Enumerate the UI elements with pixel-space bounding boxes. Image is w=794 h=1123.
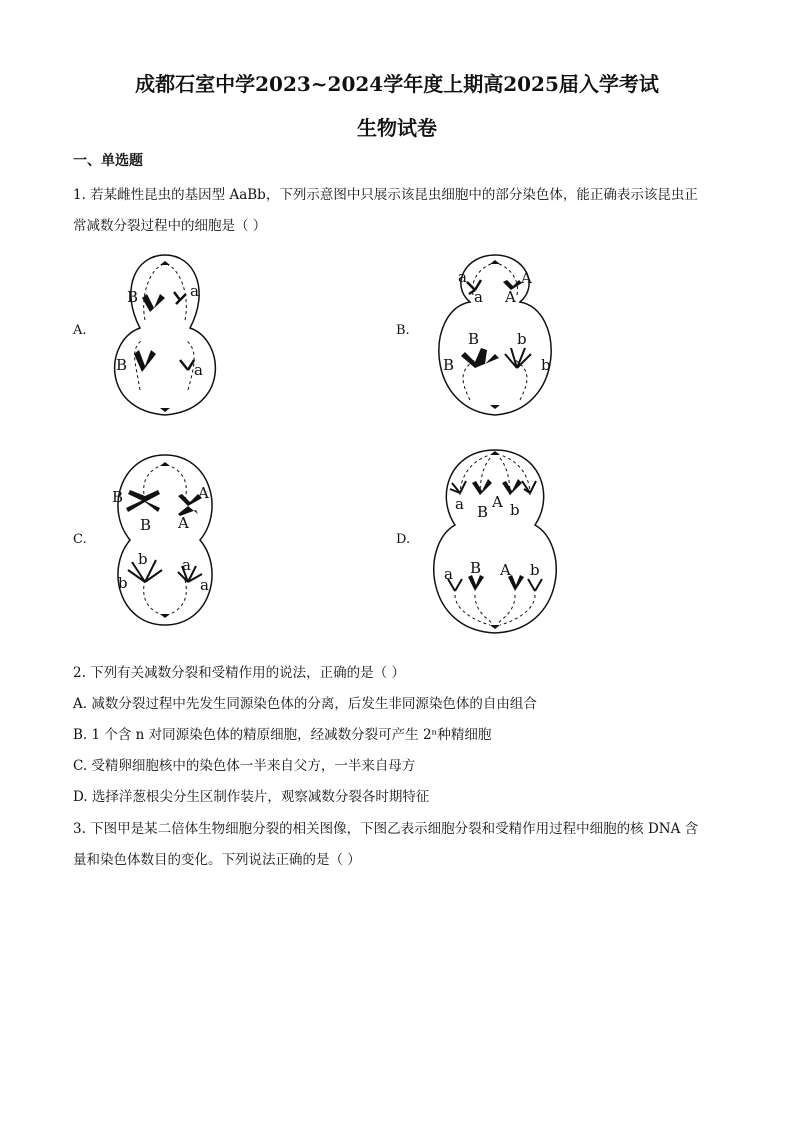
cell-diagram-c xyxy=(100,450,230,630)
gene-label: b xyxy=(510,501,520,519)
q1-stem-line2: 常减数分裂过程中的细胞是（ ） xyxy=(73,218,267,234)
gene-label: B xyxy=(470,559,482,577)
cell-diagram-d xyxy=(420,445,570,635)
gene-label: A xyxy=(521,269,532,287)
gene-label: b xyxy=(118,574,128,592)
gene-label: A xyxy=(492,493,503,511)
gene-label: a xyxy=(200,576,209,594)
q2-stem: 2. 下列有关减数分裂和受精作用的说法，正确的是（ ） xyxy=(73,665,405,681)
gene-label: B xyxy=(127,288,139,306)
q1-option-d-label: D. xyxy=(396,532,411,547)
gene-label: A xyxy=(505,288,516,306)
gene-label: B xyxy=(112,488,124,506)
q1-option-c-label: C. xyxy=(73,532,87,547)
gene-label: A xyxy=(178,514,189,532)
q3-stem-line2: 量和染色体数目的变化。下列说法正确的是（ ） xyxy=(73,852,361,868)
q1-stem-line1: 1. 若某雌性昆虫的基因型 AaBb，下列示意图中只展示该昆虫细胞中的部分染色体，能正确表示该昆虫正 xyxy=(73,187,698,203)
gene-label: a xyxy=(474,288,483,306)
gene-label: B xyxy=(116,356,128,374)
cell-diagram-b xyxy=(425,250,565,420)
gene-label: A xyxy=(198,484,209,502)
exam-subject: 生物试卷 xyxy=(357,116,437,140)
gene-label: a xyxy=(182,556,191,574)
q1-option-b-label: B. xyxy=(396,323,410,338)
gene-label: b xyxy=(517,330,527,348)
gene-label: B xyxy=(443,356,455,374)
exam-title: 成都石室中学2023~2024学年度上期高2025届入学考试 xyxy=(135,72,659,96)
gene-label: A xyxy=(500,561,511,579)
gene-label: b xyxy=(530,561,540,579)
gene-label: a xyxy=(444,565,453,583)
q2-option-c: C. 受精卵细胞核中的染色体一半来自父方，一半来自母方 xyxy=(73,758,416,774)
q2-option-a: A. 减数分裂过程中先发生同源染色体的分离，后发生非同源染色体的自由组合 xyxy=(73,696,537,712)
q3-stem-line1: 3. 下图甲是某二倍体生物细胞分裂的相关图像，下图乙表示细胞分裂和受精作用过程中细胞的核 DNA 含 xyxy=(73,821,699,837)
gene-label: a xyxy=(458,268,467,286)
section-heading: 一、单选题 xyxy=(73,153,143,169)
gene-label: a xyxy=(194,361,203,379)
gene-label: a xyxy=(190,282,199,300)
q2-option-b: B. 1 个含 n 对同源染色体的精原细胞，经减数分裂可产生 2ⁿ种精细胞 xyxy=(73,727,492,743)
gene-label: b xyxy=(541,356,551,374)
cell-diagram-a xyxy=(100,250,230,420)
gene-label: b xyxy=(138,550,148,568)
gene-label: B xyxy=(140,516,152,534)
q1-option-a-label: A. xyxy=(73,323,87,338)
gene-label: B xyxy=(477,503,489,521)
q2-option-d: D. 选择洋葱根尖分生区制作装片，观察减数分裂各时期特征 xyxy=(73,789,430,805)
gene-label: B xyxy=(468,330,480,348)
gene-label: a xyxy=(455,495,464,513)
